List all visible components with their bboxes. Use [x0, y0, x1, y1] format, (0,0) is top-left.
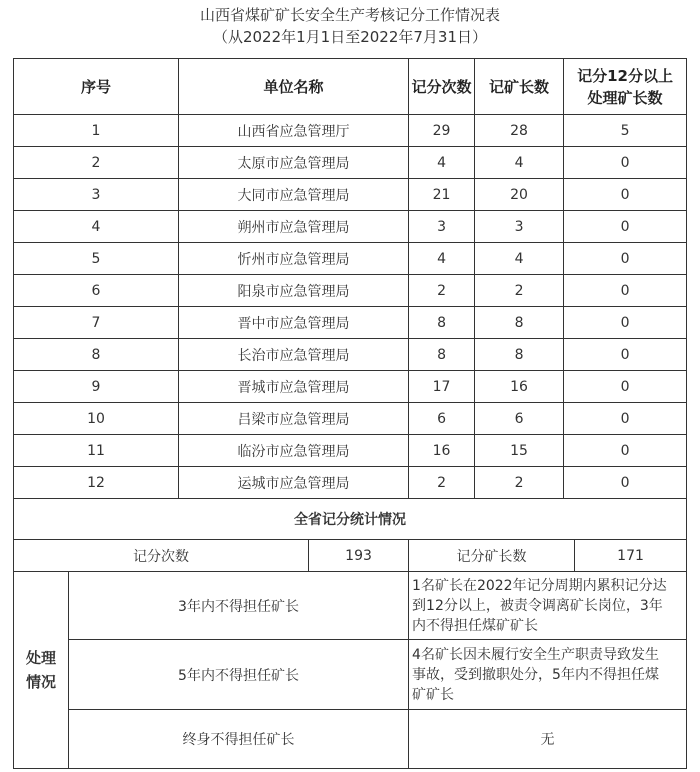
header-split-cell [475, 59, 687, 115]
cell-over-12-points: 5 [620, 122, 630, 139]
summary-managers-value: 171 [617, 547, 644, 564]
cell-unit-name: 运城市应急管理局 [179, 467, 409, 499]
cell-split [475, 307, 687, 339]
cell-over-12-points: 0 [620, 442, 630, 459]
header-over-12-line2: 处理矿长数 [587, 88, 663, 107]
cell-unit-name: 临汾市应急管理局 [179, 435, 409, 467]
table-row [14, 243, 687, 275]
cell-unit-name: 大同市应急管理局 [179, 179, 409, 211]
handling-category: 3年内不得担任矿长 [69, 572, 409, 640]
cell-record-count: 8 [409, 339, 475, 371]
description-line: 到12分以上，被责令调离矿长岗位，3年 [412, 597, 663, 614]
cell-manager-count: 6 [475, 403, 564, 434]
cell-record-count: 21 [409, 179, 475, 211]
cell-manager-count: 8 [475, 307, 564, 338]
header-row [14, 59, 687, 115]
cell-split [475, 371, 687, 403]
summary-count-value: 193 [309, 540, 409, 572]
cell-split [475, 243, 687, 275]
cell-unit-name: 长治市应急管理局 [179, 339, 409, 371]
cell-over-12-points: 0 [620, 346, 630, 363]
cell-seq: 9 [14, 371, 179, 403]
cell-split [475, 435, 687, 467]
summary-row [14, 540, 687, 572]
cell-over-12-points: 0 [620, 378, 630, 395]
handling-label [14, 572, 69, 769]
cell-manager-count: 4 [475, 147, 564, 178]
cell-split [475, 403, 687, 435]
cell-manager-count: 4 [475, 243, 564, 274]
cell-seq: 8 [14, 339, 179, 371]
cell-manager-count: 16 [475, 371, 564, 402]
description-line: 内不得担任煤矿矿长 [412, 617, 539, 634]
cell-split [475, 179, 687, 211]
cell-seq: 11 [14, 435, 179, 467]
table-row [14, 339, 687, 371]
table-title: 山西省煤矿矿长安全生产考核记分工作情况表 [199, 6, 500, 24]
cell-unit-name: 忻州市应急管理局 [179, 243, 409, 275]
cell-manager-count: 20 [475, 179, 564, 210]
table-row [14, 371, 687, 403]
cell-unit-name: 太原市应急管理局 [179, 147, 409, 179]
handling-description [409, 572, 687, 640]
cell-manager-count: 2 [475, 467, 564, 498]
cell-manager-count: 28 [475, 115, 564, 146]
cell-seq: 10 [14, 403, 179, 435]
cell-seq: 7 [14, 307, 179, 339]
cell-seq: 4 [14, 211, 179, 243]
cell-record-count: 8 [409, 307, 475, 339]
cell-record-count: 3 [409, 211, 475, 243]
table-row [14, 467, 687, 499]
cell-seq: 5 [14, 243, 179, 275]
table-row [14, 403, 687, 435]
handling-category: 终身不得担任矿长 [69, 710, 409, 769]
cell-split [475, 275, 687, 307]
summary-section-row [14, 499, 687, 540]
cell-unit-name: 晋城市应急管理局 [179, 371, 409, 403]
handling-row [14, 640, 687, 710]
header-over-12-line1: 记分12分以上 [577, 66, 673, 85]
handling-row [14, 572, 687, 640]
header-over-12-points [564, 59, 686, 114]
cell-manager-count: 3 [475, 211, 564, 242]
cell-over-12-points: 0 [620, 218, 630, 235]
cell-seq: 6 [14, 275, 179, 307]
summary-manager-split [409, 540, 687, 572]
cell-over-12-points: 0 [620, 186, 630, 203]
handling-row [14, 710, 687, 769]
cell-over-12-points: 0 [620, 474, 630, 491]
cell-split [475, 339, 687, 371]
cell-seq: 12 [14, 467, 179, 499]
cell-unit-name: 朔州市应急管理局 [179, 211, 409, 243]
cell-over-12-points: 0 [620, 282, 630, 299]
table-row [14, 435, 687, 467]
handling-description [409, 640, 687, 710]
cell-unit-name: 晋中市应急管理局 [179, 307, 409, 339]
date-range-subtitle: （从2022年1月1日至2022年7月31日） [212, 28, 488, 46]
cell-record-count: 4 [409, 243, 475, 275]
cell-unit-name: 山西省应急管理厅 [179, 115, 409, 147]
table-row [14, 147, 687, 179]
table-row [14, 211, 687, 243]
table-row [14, 275, 687, 307]
cell-over-12-points: 0 [620, 314, 630, 331]
summary-section-title: 全省记分统计情况 [14, 499, 687, 540]
cell-record-count: 6 [409, 403, 475, 435]
header-seq: 序号 [14, 59, 179, 115]
cell-split [475, 211, 687, 243]
cell-split [475, 467, 687, 499]
description-line: 4名矿长因未履行安全生产职责导致发生 [412, 646, 659, 663]
cell-manager-count: 2 [475, 275, 564, 306]
cell-seq: 1 [14, 115, 179, 147]
cell-over-12-points: 0 [620, 250, 630, 267]
handling-label-line1: 处理 [25, 649, 56, 667]
table-row [14, 179, 687, 211]
cell-record-count: 4 [409, 147, 475, 179]
cell-over-12-points: 0 [620, 154, 630, 171]
summary-count-label: 记分次数 [14, 540, 309, 572]
cell-record-count: 16 [409, 435, 475, 467]
description-line: 1名矿长在2022年记分周期内累积记分达 [412, 577, 667, 594]
summary-managers-label: 记分矿长数 [409, 540, 575, 571]
cell-record-count: 17 [409, 371, 475, 403]
cell-split [475, 115, 687, 147]
cell-record-count: 29 [409, 115, 475, 147]
cell-over-12-points: 0 [620, 410, 630, 427]
cell-split [475, 147, 687, 179]
cell-record-count: 2 [409, 467, 475, 499]
cell-seq: 2 [14, 147, 179, 179]
handling-label-line2: 情况 [25, 673, 56, 691]
cell-manager-count: 8 [475, 339, 564, 370]
table-row [14, 307, 687, 339]
table-row [14, 115, 687, 147]
header-unit-name: 单位名称 [179, 59, 409, 115]
description-line: 矿矿长 [412, 686, 455, 703]
description-line: 事故，受到撤职处分，5年内不得担任煤 [412, 666, 659, 683]
cell-unit-name: 阳泉市应急管理局 [179, 275, 409, 307]
cell-seq: 3 [14, 179, 179, 211]
cell-record-count: 2 [409, 275, 475, 307]
header-record-count: 记分次数 [409, 59, 475, 115]
header-manager-count: 记矿长数 [475, 59, 564, 114]
handling-category: 5年内不得担任矿长 [69, 640, 409, 710]
cell-unit-name: 吕梁市应急管理局 [179, 403, 409, 435]
cell-manager-count: 15 [475, 435, 564, 466]
statistics-table [13, 58, 687, 769]
handling-description: 无 [409, 710, 687, 769]
